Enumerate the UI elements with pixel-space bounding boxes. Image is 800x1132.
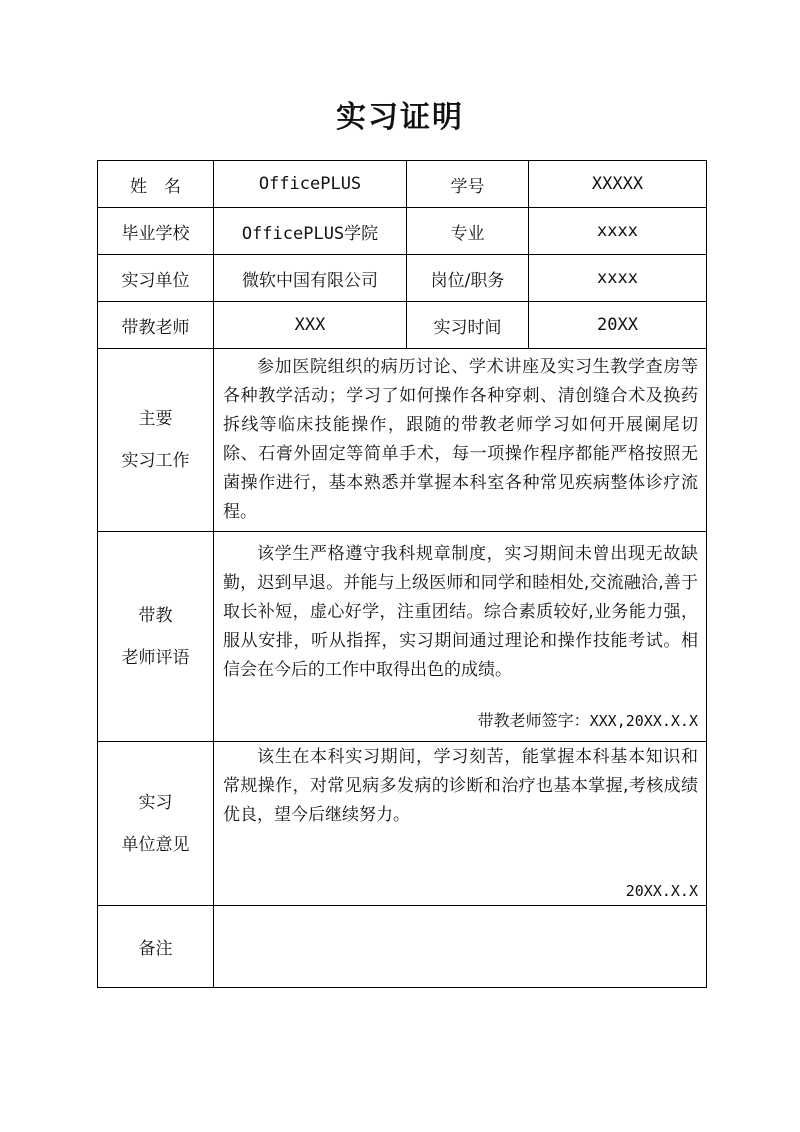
mentor-review-text: 该学生严格遵守我科规章制度，实习期间未曾出现无故缺勤，迟到早退。并能与上级医师和同学和睦相处,交流融洽,善于取长补短，虚心好学，注重团结。综合素质较好,业务能力强，服从安排，听从指挥，实习期间通过理论和操作技能考试。相信会在今后的工作中取得出色的成绩。 [223, 544, 698, 680]
mentor-signature [478, 710, 698, 732]
name-label: 姓 名 [98, 161, 214, 208]
table-row [98, 255, 707, 302]
table-row [98, 742, 707, 906]
table-row [98, 532, 707, 742]
student-id-label: 学号 [407, 161, 529, 208]
work-text: 参加医院组织的病历讨论、学术讲座及实习生教学查房等各种教学活动；学习了如何操作各种穿刺、清创缝合术及换药拆线等临床技能操作，跟随的带教老师学习如何开展阑尾切除、石膏外固定等简单手术，每一项操作程序都能严格按照无菌操作进行，基本熟悉并掌握本科室各种常见疾病整体诊疗流程。 [223, 357, 698, 522]
mentor-review-label [98, 532, 214, 742]
table-row [98, 349, 707, 532]
mentor-review-cell[interactable] [214, 532, 707, 742]
remarks-value[interactable] [214, 906, 707, 988]
unit-opinion-date: 20XX.X.X [625, 882, 698, 900]
table-row [98, 161, 707, 208]
signature-label: 带教老师签字： [477, 711, 590, 730]
unit-opinion-cell[interactable] [214, 742, 707, 906]
major-label: 专业 [407, 208, 529, 255]
table-row [98, 302, 707, 349]
school-value[interactable]: OfficePLUS学院 [214, 208, 407, 255]
work-label [98, 349, 214, 532]
name-value[interactable]: OfficePLUS [214, 161, 407, 208]
unit-label: 实习单位 [98, 255, 214, 302]
table-row [98, 906, 707, 988]
position-value[interactable]: xxxx [529, 255, 707, 302]
mentor-label: 带教老师 [98, 302, 214, 349]
unit-opinion-label-line1: 实习 [138, 792, 173, 813]
work-content-cell[interactable] [214, 349, 707, 532]
mentor-value[interactable]: XXX [214, 302, 407, 349]
work-label-line1: 主要 [138, 409, 173, 429]
work-label-line2: 实习工作 [121, 451, 190, 471]
page-title: 实习证明 [336, 100, 464, 135]
signature-value: XXX,20XX.X.X [589, 712, 698, 730]
remarks-label: 备注 [98, 906, 214, 988]
mentor-review-label-line1: 带教 [138, 605, 173, 626]
major-value[interactable]: xxxx [529, 208, 707, 255]
period-label: 实习时间 [407, 302, 529, 349]
unit-opinion-label-line2: 单位意见 [121, 834, 190, 855]
internship-form-table [97, 160, 707, 988]
unit-value[interactable]: 微软中国有限公司 [214, 255, 407, 302]
school-label: 毕业学校 [98, 208, 214, 255]
period-value[interactable]: 20XX [529, 302, 707, 349]
position-label: 岗位/职务 [407, 255, 529, 302]
unit-opinion-text: 该生在本科实习期间，学习刻苦，能掌握本科基本知识和常规操作，对常见病多发病的诊断和治疗也基本掌握,考核成绩优良，望今后继续努力。 [223, 747, 698, 825]
table-row [98, 208, 707, 255]
unit-opinion-label [98, 742, 214, 906]
student-id-value[interactable]: XXXXX [529, 161, 707, 208]
mentor-review-label-line2: 老师评语 [121, 647, 190, 668]
